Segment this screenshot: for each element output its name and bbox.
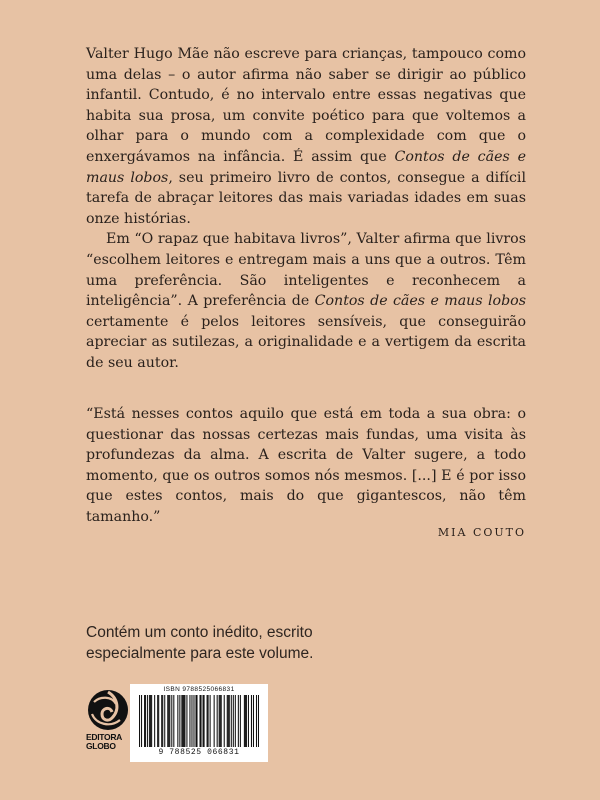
barcode-bar xyxy=(240,695,241,747)
book-title-ref: Contos de cães e maus lobos xyxy=(86,148,526,186)
barcode-bar xyxy=(220,695,221,747)
blurb-p1-text-b: , seu primeiro livro de contos, consegue a difícil tarefa de abraçar leitores das mais variadas idades em suas onze histórias. xyxy=(86,169,527,227)
book-blurb xyxy=(86,44,526,374)
barcode-bar xyxy=(147,695,148,747)
barcode-bar xyxy=(258,695,259,747)
barcode-bar xyxy=(184,695,185,747)
barcode-bar xyxy=(227,695,228,747)
barcode-bar xyxy=(191,695,192,747)
isbn-label: ISBN 9788525066831 xyxy=(163,686,235,693)
barcode-bar xyxy=(139,695,140,747)
blurb-paragraph-2 xyxy=(86,229,526,373)
barcode-bar xyxy=(186,695,187,747)
barcode-bar xyxy=(233,695,234,747)
barcode-bar xyxy=(219,695,220,747)
barcode-bar xyxy=(179,695,180,747)
barcode-bar xyxy=(169,695,170,747)
barcode-bar xyxy=(162,695,163,747)
barcode-bar xyxy=(208,695,209,747)
barcode-bar xyxy=(214,695,215,747)
book-title-ref: Contos de cães e maus lobos xyxy=(314,293,526,310)
barcode-bar xyxy=(157,695,158,747)
barcode-bar xyxy=(200,695,201,747)
edition-note-line-1: Contém um conto inédito, escrito xyxy=(86,624,313,641)
blurb-p2-text-b: certamente é pelos leitores sensíveis, que conseguirão apreciar as sutilezas, a originalidade e a vertigem da escrita de seu autor. xyxy=(86,313,526,371)
globo-swirl-icon xyxy=(86,688,130,732)
barcode-bar xyxy=(228,695,229,747)
barcode-bar xyxy=(203,695,204,747)
testimonial-quote: “Está nesses contos aquilo que está em toda a sua obra: o questionar das nossas certezas mais fundas, uma visita às profundezas da alma. A escrita de Valter sugere, a todo momento, que os outros somos nós mesmos. [...] E é por isso que estes contos, mais do que gigantescos, não têm tamanho.” xyxy=(86,406,526,525)
blurb-p1-text-a: Valter Hugo Mãe não escreve para crianças, tampouco como uma delas – o autor afirma não saber se dirigir ao público infantil. Contudo, é no intervalo entre essas negativas que habita sua prosa, um convite poético para que voltemos a olhar para o mundo com a complexidade com que o enxergávamos na infância. É assim que xyxy=(86,46,526,165)
barcode-bar xyxy=(150,695,151,747)
barcode-bar xyxy=(235,695,236,747)
barcode-bars xyxy=(139,695,259,747)
blurb-paragraph-1 xyxy=(86,44,526,229)
barcode-bar xyxy=(195,695,196,747)
barcode-bar xyxy=(183,695,184,747)
barcode-bar xyxy=(246,695,247,747)
barcode-bar xyxy=(210,695,211,747)
barcode-bar xyxy=(168,695,169,747)
barcode-bar xyxy=(196,695,197,747)
publisher-logo xyxy=(86,688,130,758)
barcode-bar xyxy=(171,695,172,747)
barcode-bar xyxy=(141,695,142,747)
barcode-bar xyxy=(167,695,168,747)
barcode-bar xyxy=(164,695,165,747)
barcode-bar xyxy=(204,695,205,747)
barcode-bar xyxy=(245,695,246,747)
barcode-bar xyxy=(256,695,257,747)
barcode-bar xyxy=(207,695,208,747)
barcode-bar xyxy=(217,695,218,747)
quote-author: MIA COUTO xyxy=(437,526,526,539)
isbn-barcode xyxy=(130,684,268,762)
blurb-p2-text-a: Em “O rapaz que habitava livros”, Valter afirma que livros “escolhem leitores e entregam mais a uns que a outros. Têm uma preferência. São inteligentes e reconhecem a inteligência”. A preferência de xyxy=(86,231,526,310)
barcode-bar xyxy=(144,695,145,747)
publisher-name-line-1: EDITORA xyxy=(86,732,122,742)
barcode-bar xyxy=(251,695,252,747)
edition-note-line-2: especialmente para este volume. xyxy=(86,645,314,662)
barcode-bar xyxy=(182,695,183,747)
barcode-bar xyxy=(145,695,146,747)
publisher-name-line-2: GLOBO xyxy=(86,741,116,751)
barcode-bar xyxy=(244,695,245,747)
barcode-bar xyxy=(151,695,152,747)
barcode-bar xyxy=(149,695,150,747)
barcode-bar xyxy=(221,695,222,747)
barcode-bar xyxy=(177,695,178,747)
barcode-bar xyxy=(224,695,225,747)
barcode-bar xyxy=(181,695,182,747)
barcode-bar xyxy=(248,695,249,747)
barcode-bar xyxy=(173,695,174,747)
barcode-bar xyxy=(238,695,239,747)
barcode-bar xyxy=(193,695,194,747)
barcode-bar xyxy=(253,695,254,747)
barcode-bar xyxy=(201,695,202,747)
edition-note xyxy=(86,622,386,664)
barcode-bar xyxy=(189,695,190,747)
barcode-bar xyxy=(158,695,159,747)
publisher-name xyxy=(86,733,130,751)
barcode-bar xyxy=(154,695,155,747)
barcode-bar xyxy=(229,695,230,747)
barcode-bar xyxy=(231,695,232,747)
barcode-bar xyxy=(161,695,162,747)
barcode-digits: 9 788525 066831 xyxy=(158,748,240,757)
